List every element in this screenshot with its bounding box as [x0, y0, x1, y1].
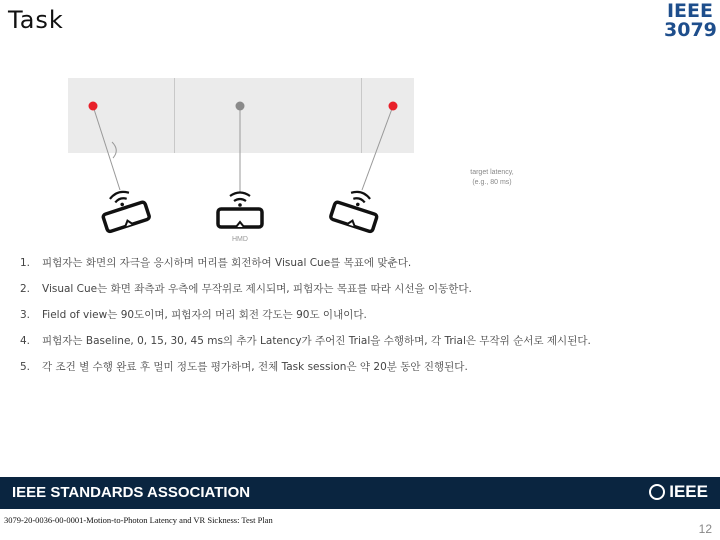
- logo-line-3079: 3079: [664, 19, 717, 41]
- instruction-text: Visual Cue는 화면 좌측과 우측에 무작위로 제시되며, 피험자는 목표를 따라 시선을 이동한다.: [42, 283, 472, 295]
- logo-line-ieee: IEEE: [666, 0, 713, 22]
- instruction-item: [20, 360, 700, 375]
- instruction-number: 3.: [20, 309, 31, 321]
- target-dot-right: [389, 102, 398, 111]
- headset-label: HMD: [232, 236, 248, 243]
- target-dot-left: [89, 102, 98, 111]
- banner-logo-text: IEEE: [669, 482, 708, 501]
- latency-annotation: target latency, (e.g., 80 ms): [470, 169, 514, 186]
- rotation-arc-icon: [112, 142, 116, 158]
- instruction-text: 각 조건 별 수행 완료 후 멀미 정도를 평가하며, 전체 Task session은 약 20분 동안 진행된다.: [42, 361, 468, 373]
- experiment-diagram: [0, 0, 720, 250]
- banner-text: IEEE STANDARDS ASSOCIATION: [12, 484, 251, 501]
- page-number: 12: [698, 522, 712, 536]
- instruction-number: 4.: [20, 335, 31, 347]
- instruction-list: [20, 256, 700, 386]
- banner-ieee-logo: [649, 482, 708, 502]
- ieee-sa-banner: [0, 477, 720, 509]
- instruction-text: 피험자는 화면의 자극을 응시하며 머리를 회전하여 Visual Cue를 목표에 맞춘다.: [42, 257, 412, 269]
- footer-document-id: 3079-20-0036-00-0001-Motion-to-Photon Latency and VR Sickness: Test Plan: [4, 515, 273, 525]
- instruction-text: Field of view는 90도이며, 피험자의 머리 회전 각도는 90도 이내이다.: [42, 309, 367, 321]
- instruction-number: 2.: [20, 283, 31, 295]
- instruction-item: [20, 334, 700, 349]
- instruction-item: [20, 282, 700, 297]
- vr-headset-right-icon: [330, 186, 383, 232]
- ieee-globe-icon: [649, 484, 665, 500]
- instruction-item: [20, 308, 700, 323]
- instruction-text: 피험자는 Baseline, 0, 15, 30, 45 ms의 추가 Latency가 주어진 Trial을 수행하며, 각 Trial은 무작위 순서로 제시된다.: [42, 335, 591, 347]
- gaze-line-right: [362, 106, 393, 190]
- vr-headset-left-icon: [97, 186, 150, 232]
- slide-title: Task: [8, 6, 64, 34]
- target-dot-center: [236, 102, 245, 111]
- instruction-number: 5.: [20, 361, 31, 373]
- instruction-number: 1.: [20, 257, 31, 269]
- vr-headset-center-icon: [218, 193, 262, 228]
- instruction-item: [20, 256, 700, 271]
